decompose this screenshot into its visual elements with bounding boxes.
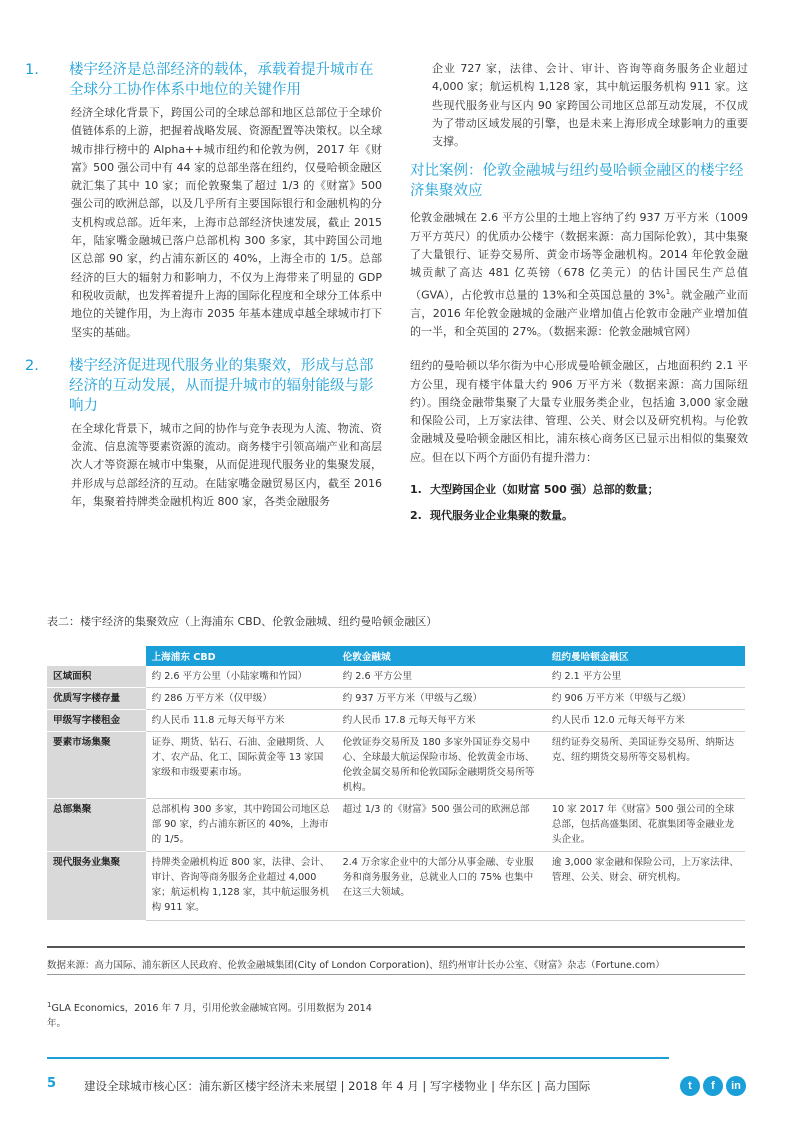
london-paragraph-tail: 。就金融产业而言，2016 年伦敦金融城的金融产业增加值占伦敦市金融产业增加值的一半，和全英国的 27%。（数据来源：伦敦金融城官网） xyxy=(410,288,749,338)
left-column xyxy=(25,60,382,521)
row-label: 甲级写字楼租金 xyxy=(47,710,146,732)
manhattan-paragraph: 纽约的曼哈顿以华尔街为中心形成曼哈顿金融区，占地面积约 2.1 平方公里，现有楼宇体量大约 906 万平方米（数据来源：高力国际纽约）。围绕金融带集聚了大量专业服务类企业，包括逾 3,000 家金融和保险公司，上万家法律、管理、公关、财会以及研究机构。与伦敦金融城及曼哈顿金融区相比，浦东核心商务区已显示出相似的集聚效应。但在以下两个方面仍有提升潜力： xyxy=(410,359,748,464)
table-header-row xyxy=(47,646,745,666)
table-cell: 总部机构 300 多家，其中跨国公司地区总部 90 家，约占浦东新区的 40%，上海市的 1/5。 xyxy=(146,799,337,852)
list-item-text: 大型跨国企业（如财富 500 强）总部的数量； xyxy=(430,483,659,496)
row-label: 总部集聚 xyxy=(47,799,146,852)
footnote-number: 1 xyxy=(47,1001,52,1009)
footer-rule xyxy=(47,1057,669,1059)
table-row xyxy=(47,666,745,688)
table-header-newyork: 纽约曼哈顿金融区 xyxy=(546,646,745,666)
facebook-icon[interactable]: f xyxy=(703,1076,723,1096)
table-header-london: 伦敦金融城 xyxy=(337,646,546,666)
list-item-text: 现代服务业企业集聚的数量。 xyxy=(430,509,573,522)
page-number: 5 xyxy=(47,1076,57,1091)
row-label: 要素市场集聚 xyxy=(47,732,146,799)
case-study-title: 对比案例：伦敦金融城与纽约曼哈顿金融区的楼宇经济集聚效应 xyxy=(410,163,744,200)
section-1-heading xyxy=(25,60,382,100)
row-label: 区域面积 xyxy=(47,666,146,688)
table-cell: 约人民币 12.0 元每天每平方米 xyxy=(546,710,745,732)
table-source: 数据来源：高力国际、浦东新区人民政府、伦敦金融城集团(City of London Corporation)、纽约州审计长办公室、《财富》杂志（Fortune.com） xyxy=(47,960,665,971)
footnote-text: GLA Economics，2016 年 7 月，引用伦敦金融城官网。引用数据为 2014 年。 xyxy=(47,1003,372,1030)
table-row xyxy=(47,852,745,921)
table-cell: 约 937 万平方米（甲级与乙级） xyxy=(337,688,546,710)
table-row xyxy=(47,732,745,799)
row-label: 现代服务业集聚 xyxy=(47,852,146,921)
section-1-body: 经济全球化背景下，跨国公司的全球总部和地区总部位于全球价值链体系的上游，把握着战略发展、资源配置等决策权。以全球城市排行榜中的 Alpha++城市纽约和伦敦为例，2017 年《财富》500 强公司中有 44 家的总部坐落在纽约，仅曼哈顿金融区就汇集了其中 10 家；而伦敦聚集了超过 1/3 的《财富》500 强公司的欧洲总部，以及几乎所有主要国际银行和金融机构的分支机构或总部。近年来，上海市总部经济快速发展，截止 2015 年，陆家嘴金融城已落户总部机构 300 多家，其中跨国公司地区总部 90 家，约占浦东新区的 40%，上海全市的 1/5。总部经济的巨大的辐射力和影响力，不仅为上海带来了明显的 GDP 和税收贡献，也发挥着提升上海的国际化程度和全球分工体系中地位的关键作用，为上海市 2035 年基本建成卓越全球城市打下坚实的基础。 xyxy=(71,106,382,339)
table-cell: 纽约证券交易所、美国证券交易所、纳斯达克、纽约期货交易所等交易机构。 xyxy=(546,732,745,799)
list-item-number: 2. xyxy=(410,509,422,522)
section-1-title: 楼宇经济是总部经济的载体，承载着提升城市在全球分工协作体系中地位的关键作用 xyxy=(69,62,374,98)
section-2-body: 在全球化背景下，城市之间的协作与竞争表现为人流、物流、资金流、信息流等要素资源的流动。商务楼宇引领高端产业和高层次人才等资源在城市中集聚，从而促进现代服务业的集聚发展，并形成与总部经济的互动。在陆家嘴金融贸易区内，截至 2016 年，集聚着持牌类金融机构近 800 家，各类金融服务 xyxy=(71,421,382,509)
table-cell: 证券、期货、钻石、石油、金融期货、人才、农产品、化工、国际黄金等 13 家国家级和市级要素市场。 xyxy=(146,732,337,799)
london-paragraph-text: 伦敦金融城在 2.6 平方公里的土地上容纳了约 937 万平方米（1009 万平方英尺）的优质办公楼宇（数据来源：高力国际伦敦），其中集聚了大量银行、证券交易所、黄金市场等金融机构。2014 年伦敦金融城贡献了高达 481 亿英镑（678 亿美元）的估计国民生产总值（GVA），占伦敦市总量的 13%和全英国总量的 3% xyxy=(410,211,748,302)
table-cell: 约人民币 11.8 元每天每平方米 xyxy=(146,710,337,732)
right-column xyxy=(410,60,748,529)
list-item-number: 1. xyxy=(410,483,422,496)
london-paragraph xyxy=(410,209,748,341)
table-bottom-rule xyxy=(47,946,745,948)
table-cell: 2.4 万余家企业中的大部分从事金融、专业服务和商务服务业，总就业人口的 75% 也集中在这三大领域。 xyxy=(337,852,546,921)
footnote-ref[interactable]: 1 xyxy=(665,287,671,296)
comparison-table xyxy=(47,646,745,921)
table-cell: 超过 1/3 的《财富》500 强公司的欧洲总部 xyxy=(337,799,546,852)
table-header-shanghai: 上海浦东 CBD xyxy=(146,646,337,666)
list-item xyxy=(410,503,748,529)
table-row xyxy=(47,688,745,710)
table-caption: 表二：楼宇经济的集聚效应（上海浦东 CBD、伦敦金融城、纽约曼哈顿金融区） xyxy=(47,615,438,628)
table-cell: 10 家 2017 年《财富》500 强公司的全球总部，包括高盛集团、花旗集团等金融业龙头企业。 xyxy=(546,799,745,852)
list-item xyxy=(410,477,748,503)
table-cell: 约 2.6 平方公里 xyxy=(337,666,546,688)
row-label: 优质写字楼存量 xyxy=(47,688,146,710)
table-cell: 约 906 万平方米（甲级与乙级） xyxy=(546,688,745,710)
linkedin-icon[interactable]: in xyxy=(726,1076,746,1096)
table-header-blank xyxy=(47,646,146,666)
section-2-title: 楼宇经济促进现代服务业的集聚效，形成与总部经济的互动发展，从而提升城市的辐射能级与影响力 xyxy=(69,357,374,414)
table-cell: 约 2.1 平方公里 xyxy=(546,666,745,688)
twitter-icon[interactable]: t xyxy=(680,1076,700,1096)
source-rule xyxy=(47,974,745,975)
section-2-heading xyxy=(25,356,382,416)
footer-text: 建设全球城市核心区：浦东新区楼宇经济未来展望 | 2018 年 4 月 | 写字楼物业 | 华东区 | 高力国际 xyxy=(84,1079,591,1093)
table-cell: 约 2.6 平方公里（小陆家嘴和竹园） xyxy=(146,666,337,688)
table-cell: 持牌类金融机构近 800 家，法律、会计、审计、咨询等商务服务企业超过 4,000 家；航运机构 1,128 家，其中航运服务机构 911 家。 xyxy=(146,852,337,921)
table-cell: 伦敦证券交易所及 180 多家外国证券交易中心、全球最大航运保险市场、伦敦黄金市场、伦敦金属交易所和伦敦国际金融期货交易所等机构。 xyxy=(337,732,546,799)
table-cell: 约人民币 17.8 元每天每平方米 xyxy=(337,710,546,732)
table-row xyxy=(47,799,745,852)
section-2-continuation: 企业 727 家，法律、会计、审计、咨询等商务服务企业超过 4,000 家；航运机构 1,128 家，其中航运服务机构 911 家。这些现代服务业与区内 90 家跨国公司地区总部互动发展，不仅成为了带动区域发展的引擎，也是未来上海形成全球影响力的重要支撑。 xyxy=(432,62,748,149)
section-1-number: 1. xyxy=(25,62,39,78)
table-cell: 约 286 万平方米（仅甲级） xyxy=(146,688,337,710)
section-2-number: 2. xyxy=(25,357,39,374)
potential-list xyxy=(410,477,748,529)
table-cell: 逾 3,000 家金融和保险公司，上万家法律、管理、公关、财会、研究机构。 xyxy=(546,852,745,921)
footnote xyxy=(47,998,377,1031)
table-row xyxy=(47,710,745,732)
